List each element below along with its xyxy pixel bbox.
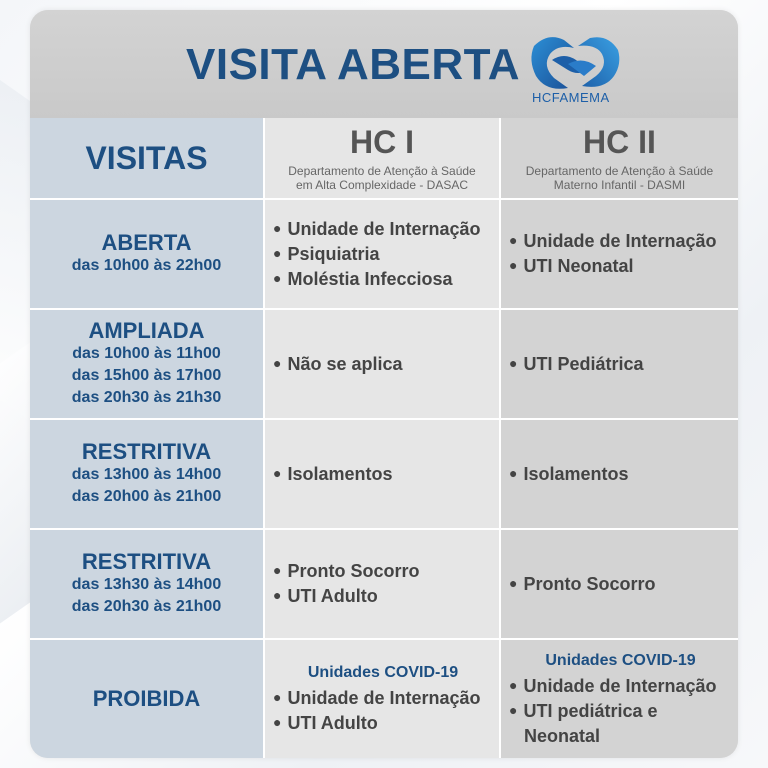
list-item: ● UTI pediátrica e <box>509 701 658 721</box>
hc1-cell <box>265 200 501 310</box>
bullet-icon: ● <box>273 269 282 286</box>
logo-text: HCFAMEMA <box>532 90 610 105</box>
hc1-subtitle-line1: Departamento de Atenção à Saúde <box>288 164 476 178</box>
bullet-icon: ● <box>509 257 518 273</box>
bullet-icon: ● <box>273 714 282 730</box>
bullet-icon: ● <box>509 354 518 371</box>
hc2-cell <box>501 310 738 420</box>
header <box>30 10 738 118</box>
row-title: PROIBIDA <box>92 686 201 711</box>
row-time: das 13h30 às 14h00 <box>71 576 222 593</box>
row-time: das 20h30 às 21h30 <box>71 389 222 406</box>
hc2-cell <box>501 640 738 758</box>
bullet-icon: ● <box>509 574 518 591</box>
list-item-continuation: Neonatal <box>524 726 601 746</box>
row-time: das 10h00 às 11h00 <box>72 345 221 362</box>
row-title: RESTRITIVA <box>81 439 212 464</box>
list-item: ● UTI Adulto <box>273 586 378 606</box>
list-item: ● UTI Neonatal <box>509 256 634 276</box>
bullet-icon: ● <box>509 232 518 248</box>
list-item: ● Pronto Socorro <box>273 561 420 581</box>
hc2-cell <box>501 420 738 530</box>
list-item: ● Pronto Socorro <box>509 573 656 594</box>
page-title: VISITA ABERTA <box>186 40 521 89</box>
list-item: ● Unidade de Internação <box>509 676 717 696</box>
row-time: das 10h00 às 22h00 <box>71 257 222 274</box>
row-title: ABERTA <box>101 230 192 255</box>
row-label-cell <box>30 640 265 758</box>
row-label-cell <box>30 200 265 310</box>
bullet-icon: ● <box>273 464 282 481</box>
covid-units-heading: Unidades COVID-19 <box>545 652 696 669</box>
hc1-cell <box>265 310 501 420</box>
schedule-table <box>30 118 738 758</box>
row-time: das 13h00 às 14h00 <box>71 466 222 483</box>
bullet-icon: ● <box>273 587 282 603</box>
hc1-subtitle-line2: em Alta Complexidade - DASAC <box>295 178 469 192</box>
bullet-icon: ● <box>273 354 282 371</box>
row-time: das 20h30 às 21h00 <box>71 598 222 615</box>
row-label-cell <box>30 310 265 420</box>
bullet-icon: ● <box>273 689 282 705</box>
hc1-header-cell <box>265 118 501 200</box>
list-item: ● UTI Adulto <box>273 713 378 733</box>
row-time: das 15h00 às 17h00 <box>71 367 222 384</box>
list-item: ● Unidade de Internação <box>509 231 717 251</box>
hc2-title: HC II <box>583 124 656 160</box>
hc2-subtitle-line1: Departamento de Atenção à Saúde <box>525 164 714 178</box>
bullet-icon: ● <box>509 464 518 481</box>
hc1-title: HC I <box>350 124 414 160</box>
row-label-cell <box>30 420 265 530</box>
bullet-icon: ● <box>509 677 518 693</box>
bullet-icon: ● <box>509 702 518 718</box>
visitas-label: VISITAS <box>85 139 208 176</box>
list-item: ● Moléstia Infecciosa <box>273 268 453 289</box>
list-item: ● Unidade de Internação <box>273 688 481 708</box>
bullet-icon: ● <box>273 562 282 578</box>
list-item: ● Não se aplica <box>273 353 403 374</box>
bullet-icon: ● <box>273 244 282 261</box>
list-item: ● UTI Pediátrica <box>509 353 644 374</box>
row-title: RESTRITIVA <box>81 549 212 574</box>
hc2-cell <box>501 200 738 310</box>
hc2-cell <box>501 530 738 640</box>
list-item: ● Isolamentos <box>273 463 393 484</box>
visitas-header-cell <box>30 118 265 200</box>
hc1-cell <box>265 640 501 758</box>
visit-schedule-card <box>30 10 738 758</box>
list-item: ● Unidade de Internação <box>273 218 481 239</box>
row-label-cell <box>30 530 265 640</box>
hc2-subtitle-line2: Materno Infantil - DASMI <box>553 178 686 192</box>
row-title: AMPLIADA <box>88 318 205 343</box>
hc2-header-cell <box>501 118 738 200</box>
hc1-cell <box>265 530 501 640</box>
covid-units-heading: Unidades COVID-19 <box>307 664 459 681</box>
row-time: das 20h00 às 21h00 <box>71 488 222 505</box>
bullet-icon: ● <box>273 219 282 236</box>
list-item: ● Isolamentos <box>509 463 629 484</box>
list-item: ● Psiquiatria <box>273 243 380 264</box>
hc1-cell <box>265 420 501 530</box>
